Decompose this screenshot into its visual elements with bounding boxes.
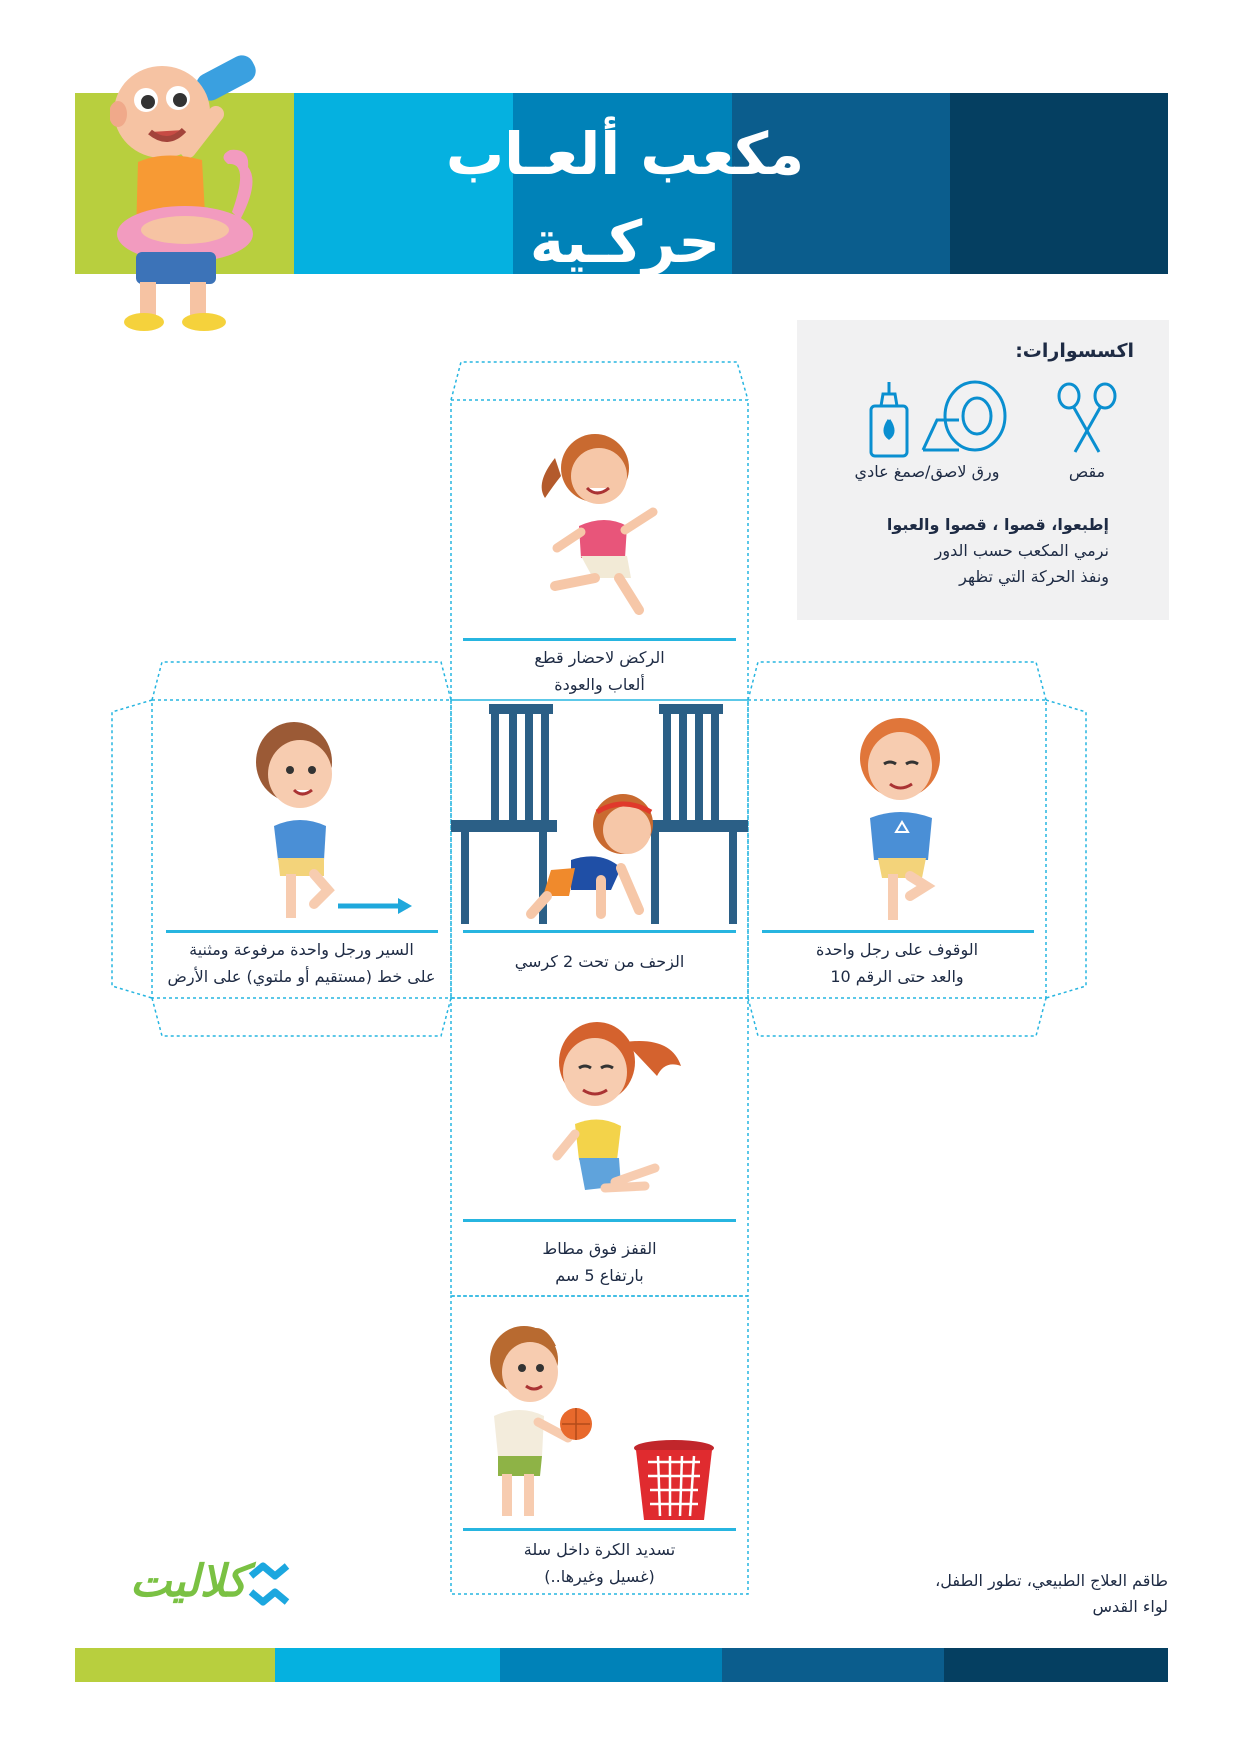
clalit-logo (107, 1556, 297, 1616)
right-face-caption (748, 936, 1046, 990)
bottom1-face-caption-line-1: القفز فوق مطاط (542, 1239, 657, 1258)
bottom2-face-caption (451, 1536, 748, 1590)
instruction-line-1: نرمي المكعب حسب الدور (934, 541, 1109, 560)
instruction-bold: إطبعوا، قصوا ، قصوا والعبوا (886, 515, 1109, 534)
accessory-scissors-label: مقص (1068, 462, 1106, 481)
jumping-girl-illustration (545, 1016, 705, 1212)
accessories-title: اكسسوارات: (1015, 340, 1134, 362)
top-face-caption-line-1: الركض لاحضار قطع (534, 648, 665, 667)
basket-boy-illustration (478, 1316, 728, 1528)
footer-color-bar (75, 1648, 1168, 1682)
left-face-caption-line-2: على خط (مستقيم أو ملتوي) على الأرض (167, 967, 436, 986)
walking-boy-illustration (238, 714, 418, 926)
bottom1-face-caption-line-2: بارتفاع 5 سم (555, 1266, 644, 1285)
accessory-tape-label: ورق لاصق/صمغ عادي (854, 462, 1000, 481)
bottom1-face-caption (451, 1235, 748, 1289)
bottom1-face-divider (463, 1219, 736, 1222)
credit-line-1: طاقم العلاج الطبيعي، تطور الطفل، (935, 1571, 1168, 1590)
bottom2-face-caption-line-2: (غسيل وغيرها..) (544, 1567, 655, 1586)
left-face-caption (152, 936, 451, 990)
top-face-caption (451, 644, 748, 698)
running-girl-illustration (535, 428, 675, 618)
title-line-1: مكعب ألعـاب (445, 120, 805, 188)
right-face-caption-line-1: الوقوف على رجل واحدة (815, 940, 979, 959)
left-face-divider (166, 930, 438, 933)
credit-text (848, 1568, 1168, 1620)
crawling-girl-illustration (451, 700, 748, 928)
clalit-logo-icon (247, 1562, 293, 1606)
instruction-line-2: ونفذ الحركة التي تظهر (959, 567, 1109, 586)
right-face-divider (762, 930, 1034, 933)
right-face-caption-line-2: والعد حتى الرقم 10 (830, 967, 964, 986)
left-face-caption-line-1: السير ورجل واحدة مرفوعة ومثنية (189, 940, 414, 959)
credit-line-2: لواء القدس (1092, 1597, 1168, 1616)
standing-boy-illustration (848, 714, 958, 924)
bottom2-face-caption-line-1: تسديد الكرة داخل سلة (523, 1540, 676, 1559)
bottom2-face-divider (463, 1528, 736, 1531)
top-face-caption-line-2: ألعاب والعودة (554, 675, 645, 694)
title-line-2: حركـية (529, 208, 721, 276)
top-face-divider (463, 638, 736, 641)
center-face-divider (463, 930, 736, 933)
center-face-caption-line-1: الزحف من تحت 2 كرسي (514, 952, 685, 971)
center-face-caption (451, 948, 748, 975)
clalit-logo-text: كلاليت (129, 1556, 247, 1607)
